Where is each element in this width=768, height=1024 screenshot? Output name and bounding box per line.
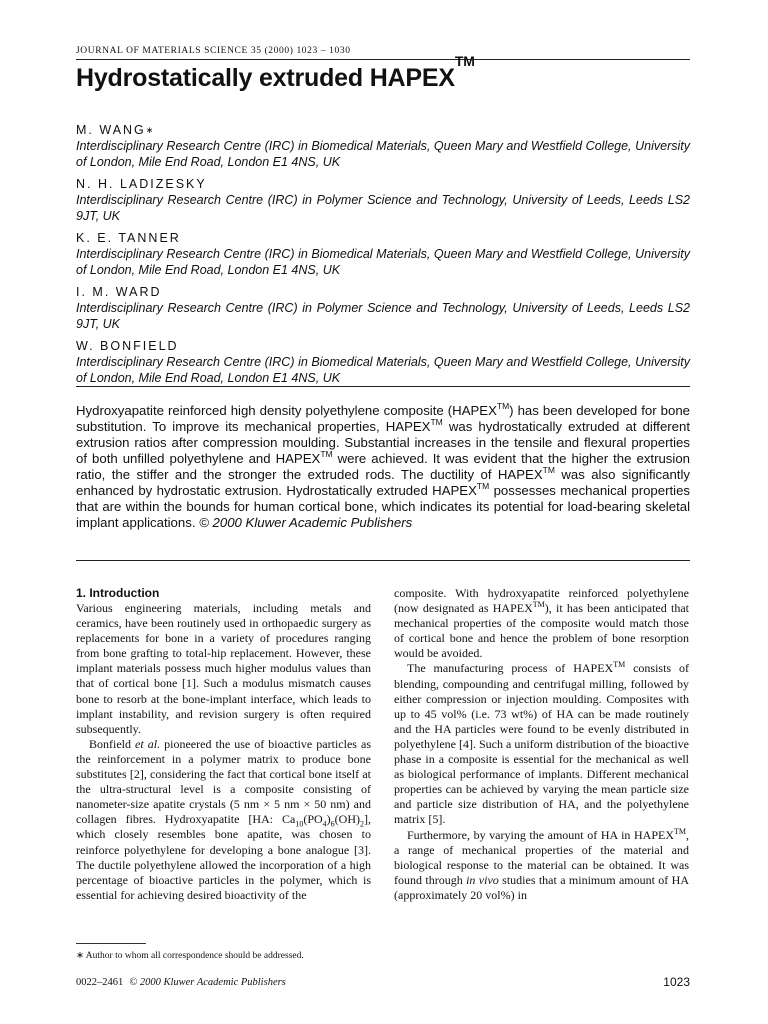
text-run: consists of blending, compounding and centrifugal milling, followed by either compression or injection moulding. Composites with up to 45 vol% (i.e. 73 wt%) of HA can be made routinely and the HA particles were found to be evenly distributed in polyethylene [4]. Such a uniform distribution of the bioactive phase in a composite is essential for the mechanical as well as biological performance of implants. Different mechanical properties can be achieved by varying the mean particle size and particle size distribution of HA, and the polyethylene matrix [5].	[394, 661, 689, 827]
text-run: et al.	[135, 736, 161, 751]
author-block	[76, 339, 690, 386]
author-affiliation: Interdisciplinary Research Centre (IRC) in Biomedical Materials, Queen Mary and Westfield College, University of London, Mile End Road, London E1 4NS, UK	[76, 247, 690, 277]
body-paragraph	[394, 828, 689, 903]
author-name: K. E. TANNER	[76, 231, 181, 245]
author-list	[76, 123, 690, 393]
author-affiliation: Interdisciplinary Research Centre (IRC) in Polymer Science and Technology, University of Leeds, Leeds LS2 9JT, UK	[76, 193, 690, 223]
trademark-mark: TM	[532, 600, 545, 610]
body-column-left	[76, 586, 371, 903]
author-name: N. H. LADIZESKY	[76, 177, 207, 191]
footnote: ∗ Author to whom all correspondence should be addressed.	[76, 951, 304, 961]
section-heading: 1. Introduction	[76, 586, 160, 600]
author-block	[76, 285, 690, 332]
publisher-copyright: © 2000 Kluwer Academic Publishers	[129, 977, 286, 988]
abstract-text: ) has been developed for bone substitution. To improve its mechanical properties, HAPEX	[76, 403, 690, 434]
trademark-mark: TM	[430, 416, 443, 427]
author-name: W. BONFIELD	[76, 339, 179, 353]
trademark-mark: TM	[674, 826, 686, 836]
title-text: Hydrostatically extruded HAPEX	[76, 64, 455, 92]
text-run: pioneered the use of bioactive particles as the reinforcement in a polymer matrix to produce bone substitutes [2], considering the fact that cortical bone itself at the ultra-structural level is a composite consisting of nanometer-size apatite crystals (5 nm × 5 nm × 50 nm) and collagen fibres. Hydroxyapatite [HA: Ca	[76, 736, 371, 827]
author-affiliation: Interdisciplinary Research Centre (IRC) in Biomedical Materials, Queen Mary and Westfield College, University of London, Mile End Road, London E1 4NS, UK	[76, 139, 690, 169]
text-run: in vivo	[466, 872, 499, 887]
abstract-text: Hydroxyapatite reinforced high density polyethylene composite (HAPEX	[76, 403, 497, 418]
text-run: (PO	[303, 812, 323, 827]
abstract	[76, 400, 691, 531]
subscript: 2	[360, 819, 364, 829]
text-run: composite. With hydroxyapatite reinforced polyethylene (now designated as HAPEX	[394, 586, 689, 616]
subscript: 4	[322, 819, 327, 829]
abstract-bottom-rule	[76, 560, 690, 561]
title-trademark: TM	[454, 53, 475, 69]
abstract-text: were achieved. It was evident that the higher the extrusion ratio, the stiffer and the stronger the extruded rods. The ductility of HAPEX	[76, 451, 690, 482]
body-paragraph	[394, 586, 689, 661]
subscript: 6	[330, 819, 335, 829]
body-paragraph	[76, 737, 371, 903]
issn: 0022–2461	[76, 977, 124, 988]
author-affiliation: Interdisciplinary Research Centre (IRC) in Polymer Science and Technology, University of Leeds, Leeds LS2 9JT, UK	[76, 301, 690, 331]
trademark-mark: TM	[496, 400, 510, 411]
page-number: 1023	[663, 975, 690, 989]
body-paragraph: Various engineering materials, including metals and ceramics, have been routinely used in orthopaedic surgery as replacements for bone in a variety of procedures ranging from bone grafting to total-hip replacement. However, these implant materials possess much higher modulus values than that of cortical bone [1]. Such a modulus mismatch causes bone to resorb at the bone-implant interface, which leads to implant instability, and revision surgery is often required subsequently.	[76, 601, 371, 736]
author-affiliation: Interdisciplinary Research Centre (IRC) in Biomedical Materials, Queen Mary and Westfield College, University of London, Mile End Road, London E1 4NS, UK	[76, 355, 690, 385]
trademark-mark: TM	[613, 660, 626, 670]
author-name-text: M. WANG	[76, 123, 146, 137]
body-column-right	[394, 586, 689, 903]
body-paragraph	[394, 661, 689, 827]
abstract-text: was also significantly enhanced by hydrostatic extrusion. Hydrostatically extruded HAPEX	[76, 467, 690, 498]
text-run: ), it has been anticipated that mechanical properties of the composite would match those of cortical bone and hence the problem of bone resorption would be avoided.	[394, 601, 689, 661]
trademark-mark: TM	[476, 480, 490, 491]
author-block	[76, 177, 690, 224]
abstract-top-rule	[76, 386, 690, 387]
text-run: Bonfield	[89, 736, 136, 751]
abstract-copyright: © 2000 Kluwer Academic Publishers	[199, 515, 413, 530]
abstract-text: was hydrostatically extruded at different extrusion ratios after compression moulding. Substantial increases in the tensile and flexural properties of both unfilled polyethylene and HAPEX	[76, 419, 691, 466]
author-name	[76, 123, 690, 138]
header-rule	[76, 59, 690, 60]
text-run: Furthermore, by varying the amount of HA in HAPEX	[407, 827, 674, 842]
footer-left	[76, 977, 286, 988]
journal-header: JOURNAL OF MATERIALS SCIENCE 35 (2000) 1023 – 1030	[76, 46, 351, 56]
author-block	[76, 123, 690, 170]
text-run: The manufacturing process of HAPEX	[407, 661, 614, 676]
trademark-mark: TM	[542, 464, 555, 475]
footnote-rule	[76, 943, 146, 944]
subscript: 10	[295, 819, 304, 829]
text-run: (OH)	[334, 812, 360, 827]
author-block	[76, 231, 690, 278]
paper-title	[76, 53, 475, 93]
text-run: ], which closely resembles bone apatite, was chosen to reinforce polyethylene for developing a bone analogue [3]. The ductile polyethylene allowed the incorporation of a high percentage of bioactive particles in the polymer, which is essential for achieving desired bioactivity of the	[76, 812, 371, 902]
author-name: I. M. WARD	[76, 285, 162, 299]
text-run: )	[326, 812, 331, 827]
correspondence-mark: ∗	[145, 125, 154, 135]
trademark-mark: TM	[320, 448, 333, 459]
abstract-text: possesses mechanical properties that are within the bounds for human cortical bone, which indicates its potential for load-bearing skeletal implant applications.	[76, 483, 690, 530]
text-run: studies that a minimum amount of HA (approximately 20 vol%) in	[394, 872, 690, 902]
text-run: , a range of mechanical properties of the material and biological response to the material can be obtained. It was found through	[394, 827, 689, 887]
